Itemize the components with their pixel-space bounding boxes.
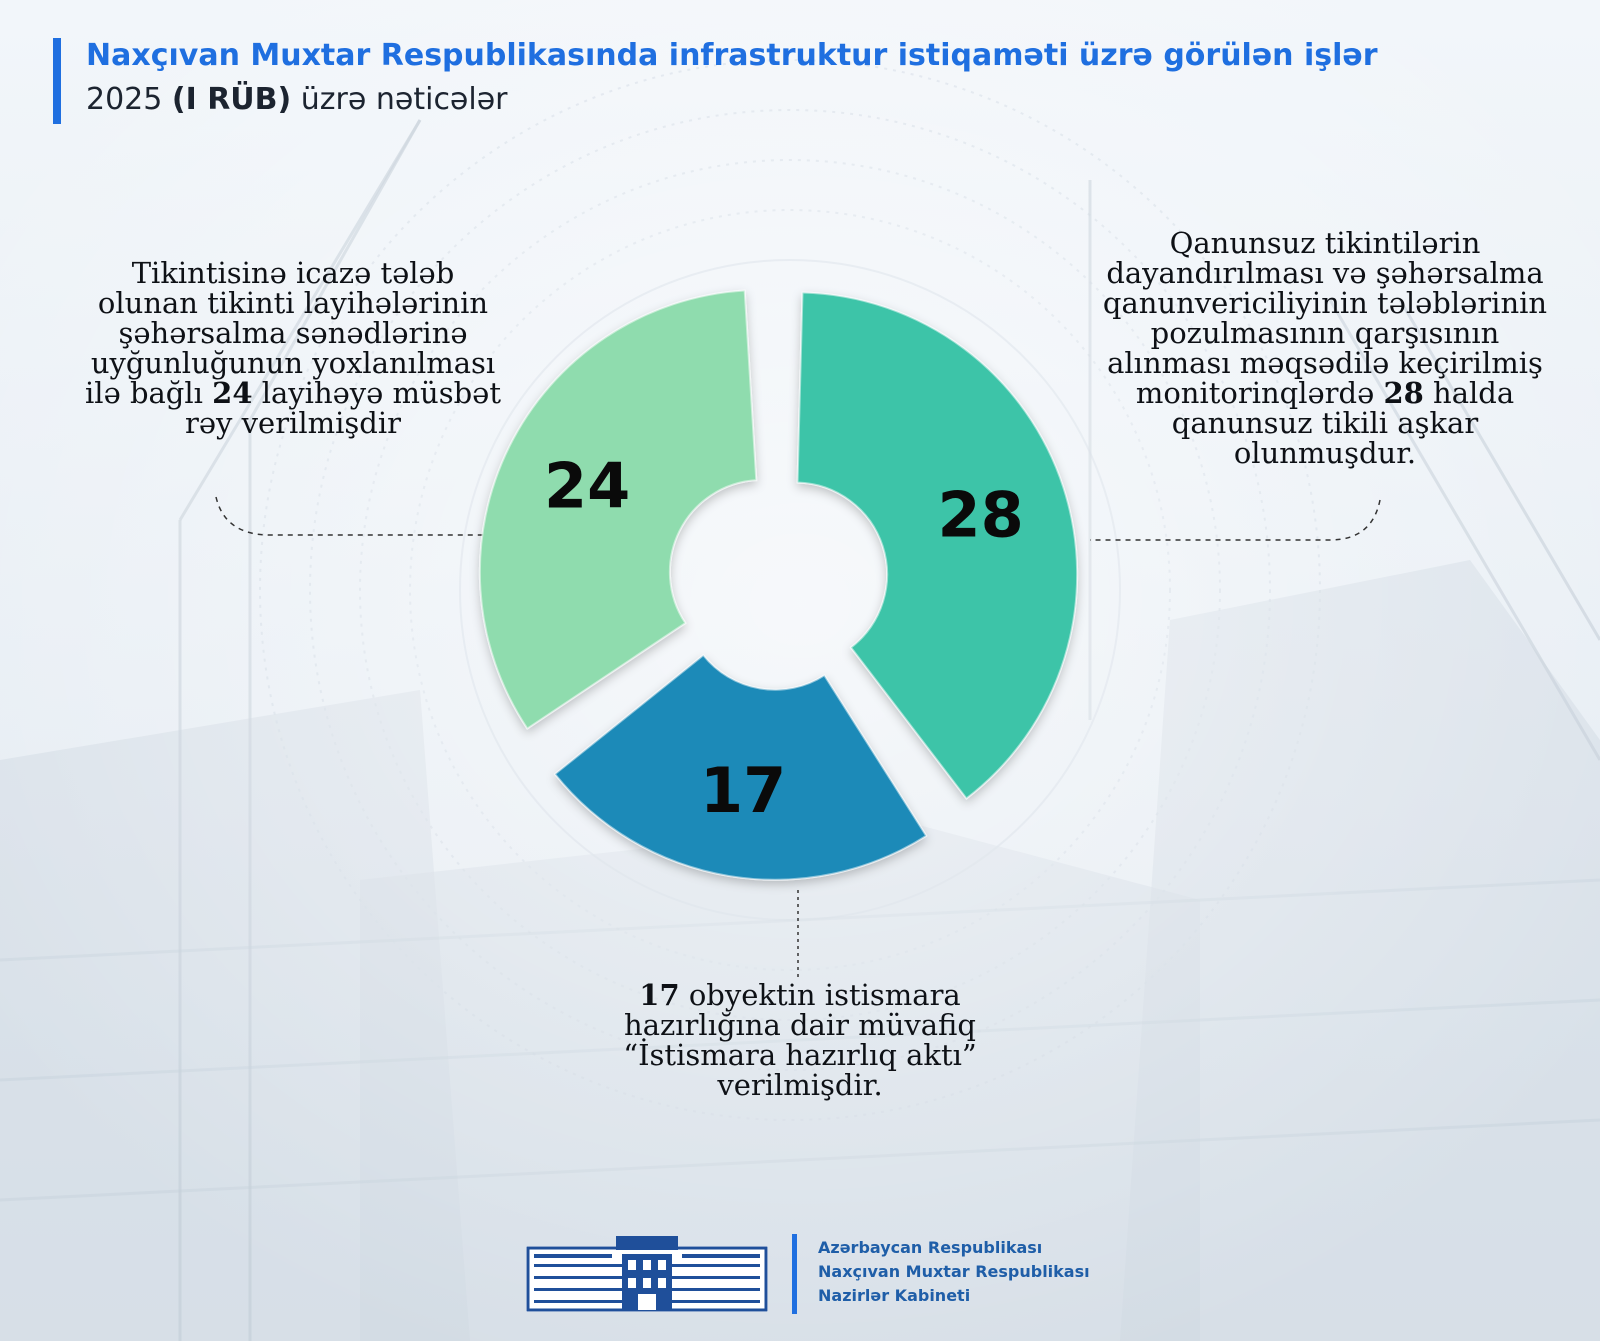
footer-line-republic: Naxçıvan Muxtar Respublikası bbox=[818, 1262, 1090, 1281]
footer-divider bbox=[792, 1234, 797, 1314]
header-accent-bar bbox=[53, 38, 61, 124]
footer-line-cabinet: Nazirlər Kabineti bbox=[818, 1286, 971, 1305]
subtitle-suffix: üzrə nəticələr bbox=[291, 82, 508, 117]
page-title: Naxçıvan Muxtar Respublikasında infrastruktur istiqaməti üzrə görülən işlər bbox=[86, 38, 1378, 73]
callout-right-value: 28 bbox=[1383, 376, 1424, 410]
footer-line-country: Azərbaycan Respublikası bbox=[818, 1238, 1043, 1257]
callout-left-value: 24 bbox=[212, 376, 253, 410]
footer-organization bbox=[818, 1236, 1090, 1308]
page-subtitle bbox=[86, 82, 508, 117]
slice-label-17: 17 bbox=[699, 754, 787, 828]
footer bbox=[526, 1236, 1090, 1320]
subtitle-quarter: (I RÜB) bbox=[171, 82, 292, 117]
connector-right bbox=[1090, 500, 1380, 540]
callout-bottom-text-end: obyektin istismara hazırlığına dair müvafiq “İstismara hazırlıq aktı” verilmişdir. bbox=[623, 978, 977, 1102]
callout-left-text-start: Tikintisinə icazə tələb olunan tikinti layihələrinin şəhərsalma sənədlərinə uyğunluğunun yoxlanılması ilə bağlı bbox=[85, 256, 496, 410]
connector-left bbox=[216, 497, 510, 535]
callout-right bbox=[1100, 228, 1550, 468]
government-building-logo bbox=[526, 1236, 776, 1316]
subtitle-year: 2025 bbox=[86, 82, 172, 117]
callout-left-text-end: layihəyə müsbət rəy verilmişdir bbox=[185, 376, 501, 440]
callout-bottom bbox=[595, 980, 1005, 1100]
slice-label-28: 28 bbox=[937, 478, 1024, 552]
callout-left bbox=[83, 258, 503, 438]
callout-right-text-end: halda qanunsuz tikili aşkar olunmuşdur. bbox=[1171, 376, 1515, 470]
callout-right-text-start: Qanunsuz tikintilərin dayandırılması və şəhərsalma qanunvericiliyinin tələblərinin pozulmasının qarşısının alınması məqsədilə keçirilmiş monitorinqlərdə bbox=[1102, 226, 1548, 410]
callout-bottom-value: 17 bbox=[639, 978, 680, 1012]
slice-label-24: 24 bbox=[544, 449, 631, 523]
